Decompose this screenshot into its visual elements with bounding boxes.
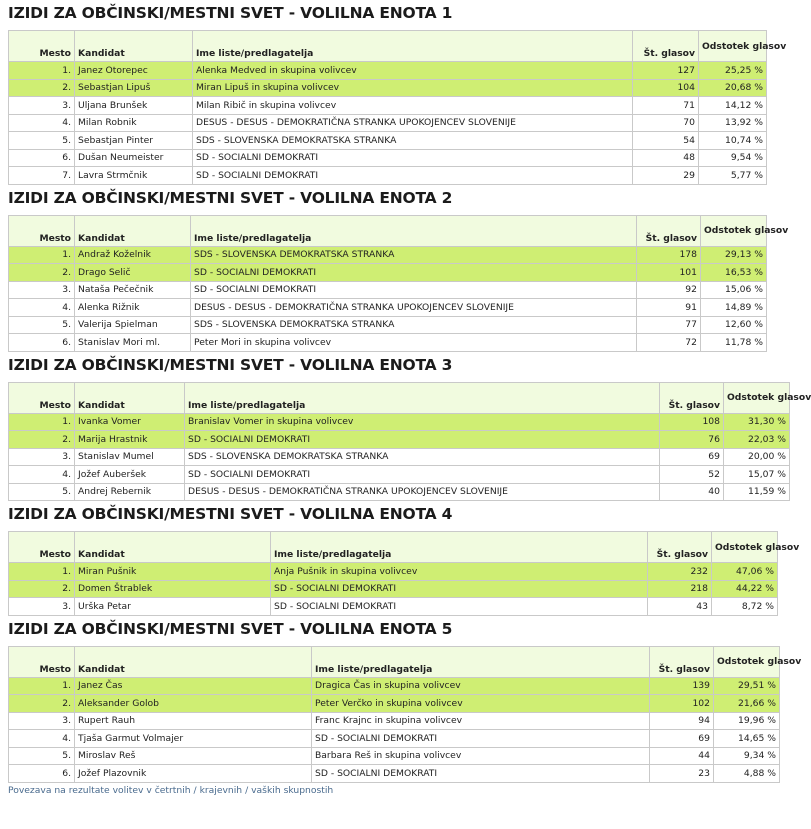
link-krajevnih[interactable]: krajevnih xyxy=(199,784,243,796)
percent-cell: 11,78 % xyxy=(701,334,767,352)
percent-cell: 19,96 % xyxy=(714,712,780,730)
list-cell: Dragica Čas in skupina volivcev xyxy=(312,677,650,695)
place-cell: 6. xyxy=(9,765,75,783)
results-table xyxy=(8,382,811,502)
list-cell: SD - SOCIALNI DEMOKRATI xyxy=(193,167,633,185)
table-row xyxy=(9,765,780,783)
header-candidate: Kandidat xyxy=(75,532,271,563)
header-percent: Odstotek glasov xyxy=(712,532,778,563)
votes-cell: 139 xyxy=(650,677,714,695)
table-row xyxy=(9,431,790,449)
table-row xyxy=(9,149,767,167)
link-vaskih-skupnostih[interactable]: vaških skupnostih xyxy=(251,784,334,796)
table-row xyxy=(9,677,780,695)
table-row xyxy=(9,97,767,115)
votes-cell: 108 xyxy=(660,413,724,431)
place-cell: 6. xyxy=(9,149,75,167)
header-candidate: Kandidat xyxy=(75,31,193,62)
list-cell: SD - SOCIALNI DEMOKRATI xyxy=(185,466,660,484)
place-cell: 3. xyxy=(9,598,75,616)
place-cell: 3. xyxy=(9,97,75,115)
votes-cell: 91 xyxy=(637,299,701,317)
place-cell: 2. xyxy=(9,264,75,282)
percent-cell: 16,53 % xyxy=(701,264,767,282)
place-cell: 3. xyxy=(9,448,75,466)
header-place: Mesto xyxy=(9,31,75,62)
header-votes: Št. glasov xyxy=(633,31,699,62)
header-percent: Odstotek glasov xyxy=(714,646,780,677)
place-cell: 4. xyxy=(9,299,75,317)
header-row xyxy=(9,31,767,62)
header-place: Mesto xyxy=(9,532,75,563)
table-row xyxy=(9,132,767,150)
percent-cell: 22,03 % xyxy=(724,431,790,449)
header-candidate: Kandidat xyxy=(75,382,185,413)
candidate-cell: Sebastjan Pinter xyxy=(75,132,193,150)
place-cell: 2. xyxy=(9,431,75,449)
table-row xyxy=(9,264,767,282)
percent-cell: 11,59 % xyxy=(724,483,790,501)
table-row xyxy=(9,466,790,484)
header-list: Ime liste/predlagatelja xyxy=(193,31,633,62)
votes-cell: 69 xyxy=(660,448,724,466)
candidate-cell: Stanislav Mori ml. xyxy=(75,334,191,352)
percent-cell: 47,06 % xyxy=(712,563,778,581)
table-row xyxy=(9,483,790,501)
candidate-cell: Janez Čas xyxy=(75,677,312,695)
percent-cell: 25,25 % xyxy=(699,62,767,80)
table-row xyxy=(9,114,767,132)
candidate-cell: Ivanka Vomer xyxy=(75,413,185,431)
section-title: IZIDI ZA OBČINSKI/MESTNI SVET - VOLILNA ENOTA 4 xyxy=(8,505,453,523)
place-cell: 5. xyxy=(9,747,75,765)
place-cell: 1. xyxy=(9,413,75,431)
candidate-cell: Sebastjan Lipuš xyxy=(75,79,193,97)
list-cell: SDS - SLOVENSKA DEMOKRATSKA STRANKA xyxy=(191,246,637,264)
header-votes: Št. glasov xyxy=(637,215,701,246)
votes-cell: 23 xyxy=(650,765,714,783)
header-percent: Odstotek glasov xyxy=(701,215,767,246)
list-cell: Peter Mori in skupina volivcev xyxy=(191,334,637,352)
votes-cell: 218 xyxy=(648,580,712,598)
list-cell: Franc Krajnc in skupina volivcev xyxy=(312,712,650,730)
percent-cell: 9,34 % xyxy=(714,747,780,765)
section-title: IZIDI ZA OBČINSKI/MESTNI SVET - VOLILNA ENOTA 1 xyxy=(8,4,453,22)
table-row xyxy=(9,62,767,80)
table-row xyxy=(9,79,767,97)
place-cell: 2. xyxy=(9,695,75,713)
place-cell: 2. xyxy=(9,580,75,598)
percent-cell: 15,07 % xyxy=(724,466,790,484)
votes-cell: 44 xyxy=(650,747,714,765)
place-cell: 4. xyxy=(9,730,75,748)
candidate-cell: Valerija Spielman xyxy=(75,316,191,334)
results-table xyxy=(8,531,800,616)
header-row xyxy=(9,646,780,677)
candidate-cell: Marija Hrastnik xyxy=(75,431,185,449)
header-place: Mesto xyxy=(9,382,75,413)
percent-cell: 29,13 % xyxy=(701,246,767,264)
table-row xyxy=(9,167,767,185)
percent-cell: 5,77 % xyxy=(699,167,767,185)
place-cell: 1. xyxy=(9,246,75,264)
header-votes: Št. glasov xyxy=(660,382,724,413)
list-cell: SD - SOCIALNI DEMOKRATI xyxy=(271,580,648,598)
header-list: Ime liste/predlagatelja xyxy=(312,646,650,677)
place-cell: 7. xyxy=(9,167,75,185)
percent-cell: 9,54 % xyxy=(699,149,767,167)
place-cell: 3. xyxy=(9,281,75,299)
candidate-cell: Rupert Rauh xyxy=(75,712,312,730)
candidate-cell: Jožef Auberšek xyxy=(75,466,185,484)
table-row xyxy=(9,747,780,765)
candidate-cell: Andraž Koželnik xyxy=(75,246,191,264)
table-row xyxy=(9,730,780,748)
list-cell: SD - SOCIALNI DEMOKRATI xyxy=(185,431,660,449)
header-list: Ime liste/predlagatelja xyxy=(271,532,648,563)
table-row xyxy=(9,695,780,713)
votes-cell: 71 xyxy=(633,97,699,115)
candidate-cell: Lavra Strmčnik xyxy=(75,167,193,185)
percent-cell: 14,65 % xyxy=(714,730,780,748)
candidate-cell: Jožef Plazovnik xyxy=(75,765,312,783)
table-row xyxy=(9,580,778,598)
table-row xyxy=(9,246,767,264)
header-row xyxy=(9,532,778,563)
place-cell: 4. xyxy=(9,466,75,484)
section-title: IZIDI ZA OBČINSKI/MESTNI SVET - VOLILNA ENOTA 3 xyxy=(8,355,453,374)
table-row xyxy=(9,563,778,581)
candidate-cell: Stanislav Mumel xyxy=(75,448,185,466)
percent-cell: 31,30 % xyxy=(724,413,790,431)
footer-separator: / xyxy=(193,784,197,796)
footer-separator: / xyxy=(245,784,249,796)
candidate-cell: Dušan Neumeister xyxy=(75,149,193,167)
list-cell: Branislav Vomer in skupina volivcev xyxy=(185,413,660,431)
votes-cell: 104 xyxy=(633,79,699,97)
candidate-cell: Nataša Pečečnik xyxy=(75,281,191,299)
header-row xyxy=(9,215,767,246)
candidate-cell: Alenka Rižnik xyxy=(75,299,191,317)
section-title: IZIDI ZA OBČINSKI/MESTNI SVET - VOLILNA ENOTA 2 xyxy=(8,188,453,207)
votes-cell: 94 xyxy=(650,712,714,730)
percent-cell: 15,06 % xyxy=(701,281,767,299)
candidate-cell: Drago Selič xyxy=(75,264,191,282)
header-percent: Odstotek glasov xyxy=(724,382,790,413)
results-table xyxy=(8,215,789,352)
link-cetrtnih[interactable]: četrtnih xyxy=(154,784,191,796)
percent-cell: 29,51 % xyxy=(714,677,780,695)
list-cell: SD - SOCIALNI DEMOKRATI xyxy=(193,149,633,167)
votes-cell: 232 xyxy=(648,563,712,581)
candidate-cell: Miroslav Reš xyxy=(75,747,312,765)
candidate-cell: Uljana Brunšek xyxy=(75,97,193,115)
list-cell: DESUS - DESUS - DEMOKRATIČNA STRANKA UPOKOJENCEV SLOVENIJE xyxy=(191,299,637,317)
percent-cell: 21,66 % xyxy=(714,695,780,713)
header-list: Ime liste/predlagatelja xyxy=(191,215,637,246)
list-cell: SD - SOCIALNI DEMOKRATI xyxy=(191,281,637,299)
votes-cell: 178 xyxy=(637,246,701,264)
place-cell: 1. xyxy=(9,677,75,695)
percent-cell: 20,68 % xyxy=(699,79,767,97)
place-cell: 5. xyxy=(9,483,75,501)
candidate-cell: Janez Otorepec xyxy=(75,62,193,80)
votes-cell: 102 xyxy=(650,695,714,713)
header-place: Mesto xyxy=(9,646,75,677)
list-cell: DESUS - DESUS - DEMOKRATIČNA STRANKA UPOKOJENCEV SLOVENIJE xyxy=(193,114,633,132)
votes-cell: 29 xyxy=(633,167,699,185)
votes-cell: 101 xyxy=(637,264,701,282)
place-cell: 4. xyxy=(9,114,75,132)
candidate-cell: Urška Petar xyxy=(75,598,271,616)
header-candidate: Kandidat xyxy=(75,215,191,246)
list-cell: SD - SOCIALNI DEMOKRATI xyxy=(312,730,650,748)
votes-cell: 69 xyxy=(650,730,714,748)
place-cell: 2. xyxy=(9,79,75,97)
list-cell: SDS - SLOVENSKA DEMOKRATSKA STRANKA xyxy=(185,448,660,466)
footer-prefix: Povezava na rezultate volitev v xyxy=(8,784,152,796)
votes-cell: 54 xyxy=(633,132,699,150)
candidate-cell: Aleksander Golob xyxy=(75,695,312,713)
percent-cell: 20,00 % xyxy=(724,448,790,466)
table-row xyxy=(9,281,767,299)
percent-cell: 13,92 % xyxy=(699,114,767,132)
candidate-cell: Domen Štrablek xyxy=(75,580,271,598)
votes-cell: 127 xyxy=(633,62,699,80)
table-row xyxy=(9,334,767,352)
list-cell: Anja Pušnik in skupina volivcev xyxy=(271,563,648,581)
list-cell: Barbara Reš in skupina volivcev xyxy=(312,747,650,765)
votes-cell: 43 xyxy=(648,598,712,616)
list-cell: SDS - SLOVENSKA DEMOKRATSKA STRANKA xyxy=(193,132,633,150)
candidate-cell: Andrej Rebernik xyxy=(75,483,185,501)
list-cell: SDS - SLOVENSKA DEMOKRATSKA STRANKA xyxy=(191,316,637,334)
percent-cell: 8,72 % xyxy=(712,598,778,616)
header-place: Mesto xyxy=(9,215,75,246)
votes-cell: 72 xyxy=(637,334,701,352)
table-row xyxy=(9,413,790,431)
header-candidate: Kandidat xyxy=(75,646,312,677)
percent-cell: 14,12 % xyxy=(699,97,767,115)
table-row xyxy=(9,316,767,334)
votes-cell: 40 xyxy=(660,483,724,501)
votes-cell: 77 xyxy=(637,316,701,334)
votes-cell: 70 xyxy=(633,114,699,132)
results-table xyxy=(8,646,802,783)
list-cell: Peter Verčko in skupina volivcev xyxy=(312,695,650,713)
place-cell: 3. xyxy=(9,712,75,730)
header-votes: Št. glasov xyxy=(650,646,714,677)
place-cell: 5. xyxy=(9,316,75,334)
table-row xyxy=(9,712,780,730)
header-votes: Št. glasov xyxy=(648,532,712,563)
candidate-cell: Tjaša Garmut Volmajer xyxy=(75,730,312,748)
list-cell: DESUS - DESUS - DEMOKRATIČNA STRANKA UPOKOJENCEV SLOVENIJE xyxy=(185,483,660,501)
percent-cell: 4,88 % xyxy=(714,765,780,783)
percent-cell: 10,74 % xyxy=(699,132,767,150)
votes-cell: 48 xyxy=(633,149,699,167)
table-row xyxy=(9,598,778,616)
header-percent: Odstotek glasov xyxy=(699,31,767,62)
footer-links xyxy=(8,783,770,796)
list-cell: SD - SOCIALNI DEMOKRATI xyxy=(312,765,650,783)
percent-cell: 14,89 % xyxy=(701,299,767,317)
list-cell: Miran Lipuš in skupina volivcev xyxy=(193,79,633,97)
candidate-cell: Miran Pušnik xyxy=(75,563,271,581)
header-list: Ime liste/predlagatelja xyxy=(185,382,660,413)
section-title: IZIDI ZA OBČINSKI/MESTNI SVET - VOLILNA ENOTA 5 xyxy=(8,619,453,638)
table-row xyxy=(9,448,790,466)
list-cell: SD - SOCIALNI DEMOKRATI xyxy=(271,598,648,616)
list-cell: Milan Ribič in skupina volivcev xyxy=(193,97,633,115)
results-table xyxy=(8,30,787,185)
percent-cell: 12,60 % xyxy=(701,316,767,334)
header-row xyxy=(9,382,790,413)
votes-cell: 92 xyxy=(637,281,701,299)
candidate-cell: Milan Robnik xyxy=(75,114,193,132)
votes-cell: 76 xyxy=(660,431,724,449)
place-cell: 5. xyxy=(9,132,75,150)
list-cell: Alenka Medved in skupina volivcev xyxy=(193,62,633,80)
place-cell: 1. xyxy=(9,563,75,581)
place-cell: 6. xyxy=(9,334,75,352)
votes-cell: 52 xyxy=(660,466,724,484)
place-cell: 1. xyxy=(9,62,75,80)
list-cell: SD - SOCIALNI DEMOKRATI xyxy=(191,264,637,282)
table-row xyxy=(9,299,767,317)
percent-cell: 44,22 % xyxy=(712,580,778,598)
